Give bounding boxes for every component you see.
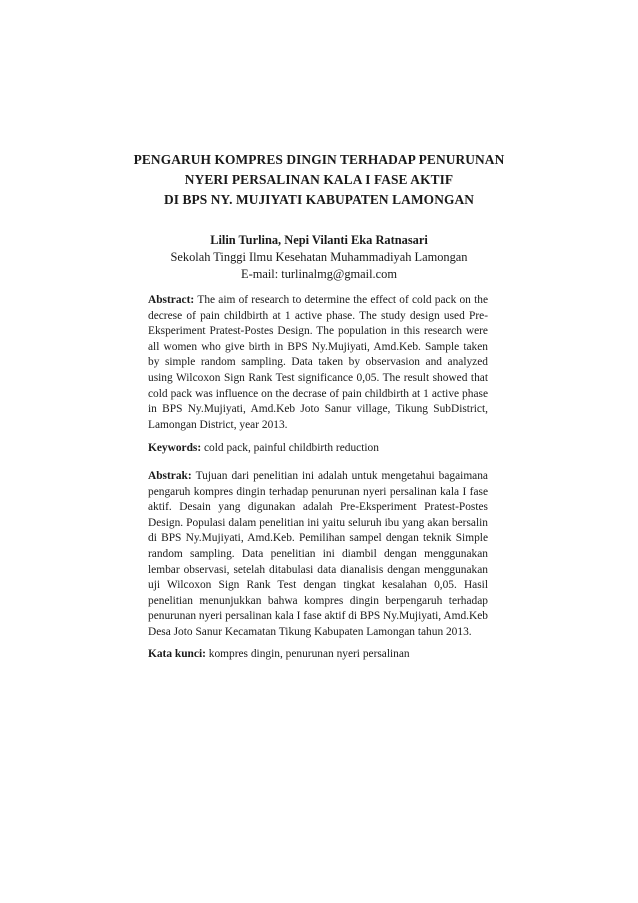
paper-title — [100, 150, 538, 210]
title-line-2: NYERI PERSALINAN KALA I FASE AKTIF — [184, 172, 454, 187]
keywords-label: Keywords: — [148, 442, 204, 454]
title-line-3: DI BPS NY. MUJIYATI KABUPATEN LAMONGAN — [163, 192, 475, 207]
abstrak-text: Tujuan dari penelitian ini adalah untuk mengetahui bagaimana pengaruh kompres dingin terhadap penurunan nyeri persalinan kala I fase aktif. Desain yang digunakan adalah Pre-Eksperiment Pratest-Postes Design. Populasi dalam penelitian ini yaitu seluruh ibu yang akan bersalin di BPS Ny.Mujiyati, Amd.Keb. Pemilihan sampel dengan teknik Simple random sampling. Data penelitian ini diambil dengan menggunakan lembar observasi, setelah ditabulasi data dianalisis dengan menggunakan uji Wilcoxon Sign Rank Test dengan tingkat kesalahan 0,05. Hasil penelitian menunjukkan bahwa kompres dingin berpengaruh terhadap penurunan nyeri persalinan kala I fase aktif di BPS Ny.Mujiyati, Amd.Keb Desa Joto Sanur Kecamatan Tikung Kabupaten Lamongan tahun 2013. — [148, 470, 488, 638]
author-names: Lilin Turlina, Nepi Vilanti Eka Ratnasari — [210, 233, 428, 247]
abstrak-label: Abstrak: — [148, 470, 196, 482]
abstract-indonesian — [148, 469, 488, 641]
kata-kunci-label: Kata kunci: — [148, 648, 209, 660]
keywords-text: cold pack, painful childbirth reduction — [204, 442, 379, 454]
abstract-text: The aim of research to determine the effect of cold pack on the decrese of pain childbirth at 1 active phase. The study design used Pre-Eksperiment Pratest-Postes Design. The population in this research were all women who give birth in BPS Ny.Mujiyati, Amd.Keb. Sample taken by simple random sampling. Data taken by observasion and analyzed using Wilcoxon Sign Rank Test significance 0,05. The result showed that cold pack was influence on the decrase of pain childbirth at 1 active phase in BPS Ny.Mujiyati, Amd.Keb Joto Sanur village, Tikung SubDistrict, Lamongan District, year 2013. — [148, 294, 488, 431]
author-block — [100, 232, 538, 283]
author-email: E-mail: turlinalmg@gmail.com — [241, 267, 397, 281]
author-affiliation: Sekolah Tinggi Ilmu Kesehatan Muhammadiyah Lamongan — [170, 250, 468, 264]
abstract-label: Abstract: — [148, 294, 198, 306]
abstract-english — [148, 293, 488, 433]
title-line-1: PENGARUH KOMPRES DINGIN TERHADAP PENURUNAN — [133, 152, 505, 167]
keywords-indonesian — [148, 647, 488, 663]
kata-kunci-text: kompres dingin, penurunan nyeri persalinan — [208, 648, 410, 660]
keywords-english — [148, 441, 488, 457]
